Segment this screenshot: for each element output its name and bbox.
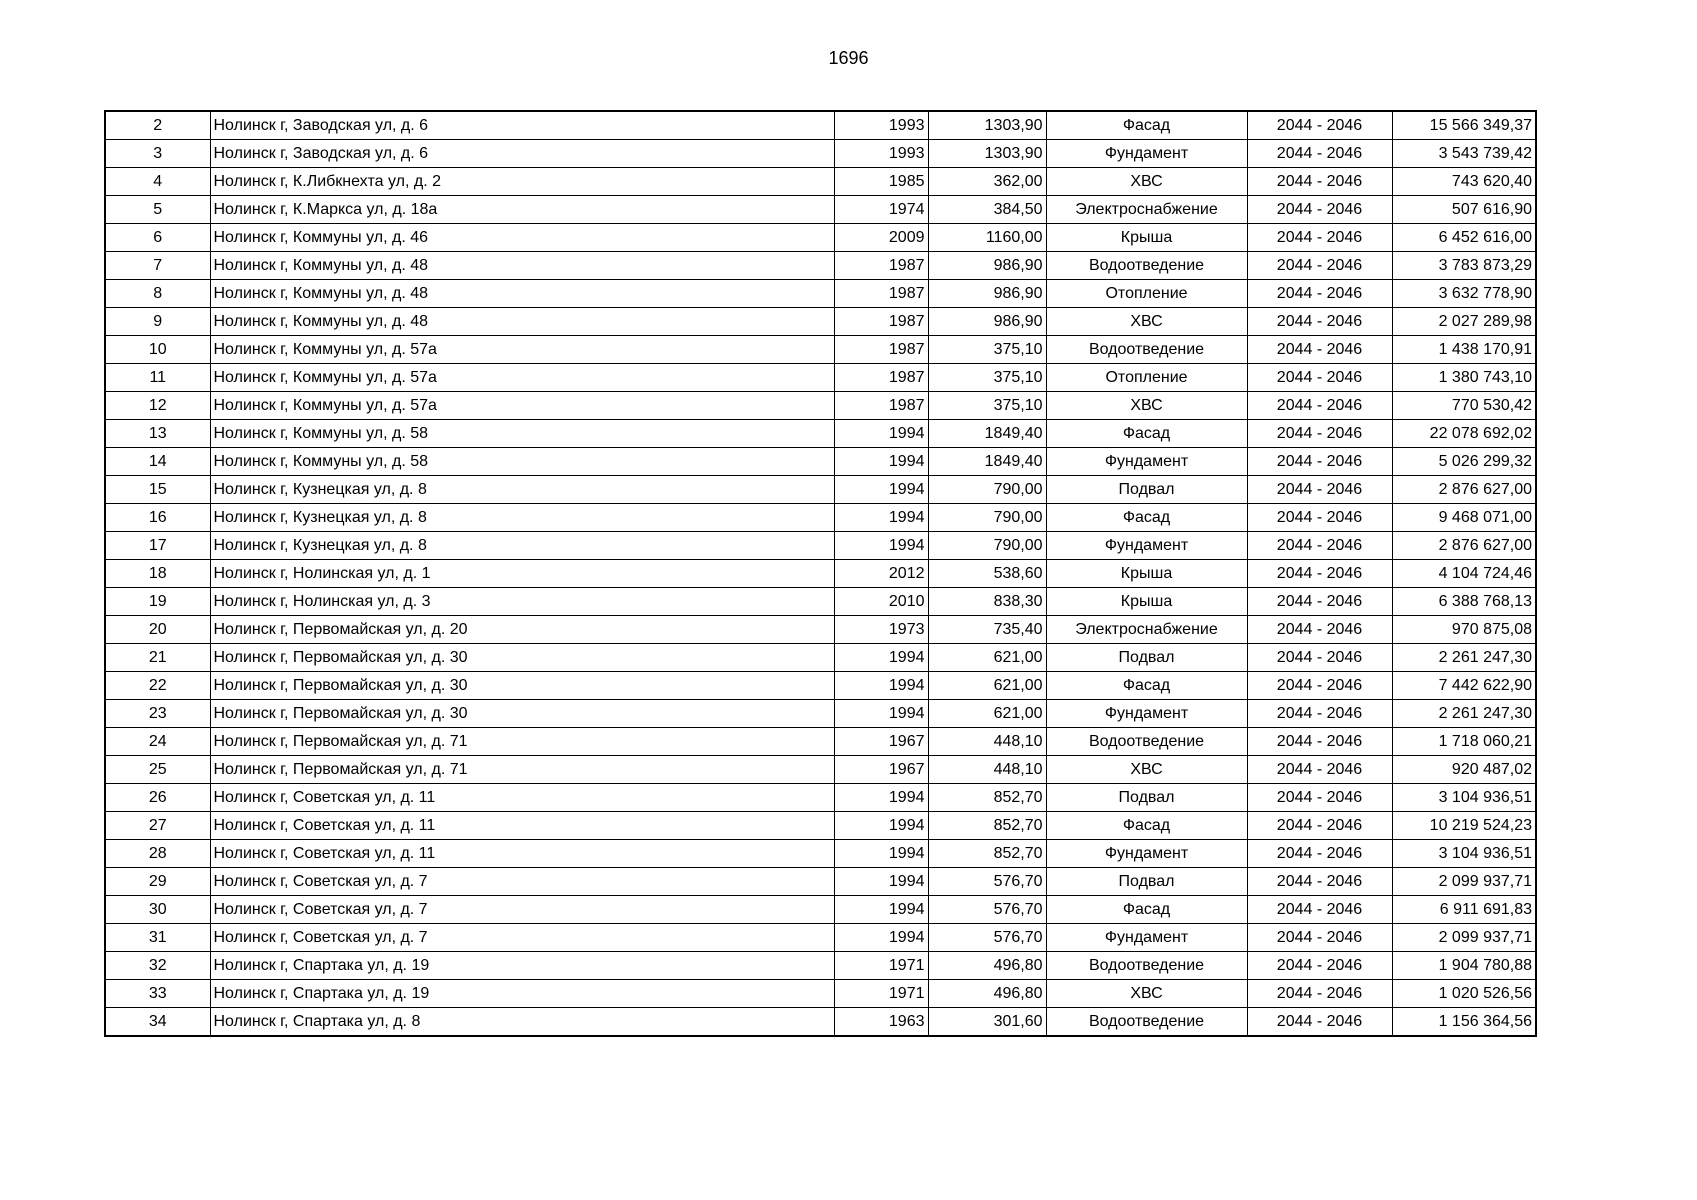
cost-cell: 4 104 724,46 (1392, 560, 1536, 588)
work-type-cell: Подвал (1046, 644, 1247, 672)
address-cell: Нолинск г, Советская ул, д. 11 (210, 840, 834, 868)
work-type-cell: Крыша (1046, 224, 1247, 252)
row-number-cell: 32 (105, 952, 210, 980)
cost-cell: 1 156 364,56 (1392, 1008, 1536, 1037)
address-cell: Нолинск г, Нолинская ул, д. 3 (210, 588, 834, 616)
address-cell: Нолинск г, Коммуны ул, д. 58 (210, 420, 834, 448)
period-cell: 2044 - 2046 (1247, 560, 1392, 588)
table-row (105, 840, 1536, 868)
cost-cell: 7 442 622,90 (1392, 672, 1536, 700)
work-type-cell: Фундамент (1046, 924, 1247, 952)
work-type-cell: ХВС (1046, 392, 1247, 420)
row-number-cell: 22 (105, 672, 210, 700)
area-cell: 375,10 (928, 364, 1046, 392)
period-cell: 2044 - 2046 (1247, 756, 1392, 784)
period-cell: 2044 - 2046 (1247, 532, 1392, 560)
period-cell: 2044 - 2046 (1247, 616, 1392, 644)
work-type-cell: Подвал (1046, 868, 1247, 896)
year-built-cell: 1993 (834, 111, 928, 140)
work-type-cell: Крыша (1046, 560, 1247, 588)
table-row (105, 448, 1536, 476)
period-cell: 2044 - 2046 (1247, 812, 1392, 840)
work-type-cell: Фасад (1046, 812, 1247, 840)
address-cell: Нолинск г, Первомайская ул, д. 30 (210, 700, 834, 728)
period-cell: 2044 - 2046 (1247, 280, 1392, 308)
table-row (105, 1008, 1536, 1037)
address-cell: Нолинск г, К.Либкнехта ул, д. 2 (210, 168, 834, 196)
area-cell: 790,00 (928, 476, 1046, 504)
table-row (105, 700, 1536, 728)
table-row (105, 532, 1536, 560)
year-built-cell: 1974 (834, 196, 928, 224)
year-built-cell: 1994 (834, 896, 928, 924)
area-cell: 375,10 (928, 392, 1046, 420)
row-number-cell: 28 (105, 840, 210, 868)
address-cell: Нолинск г, Спартака ул, д. 8 (210, 1008, 834, 1037)
cost-cell: 15 566 349,37 (1392, 111, 1536, 140)
year-built-cell: 1967 (834, 728, 928, 756)
table-row (105, 308, 1536, 336)
row-number-cell: 30 (105, 896, 210, 924)
work-type-cell: Водоотведение (1046, 728, 1247, 756)
cost-cell: 743 620,40 (1392, 168, 1536, 196)
cost-cell: 2 099 937,71 (1392, 924, 1536, 952)
work-type-cell: Фасад (1046, 111, 1247, 140)
year-built-cell: 1987 (834, 364, 928, 392)
year-built-cell: 1971 (834, 980, 928, 1008)
row-number-cell: 2 (105, 111, 210, 140)
table-row (105, 476, 1536, 504)
area-cell: 1849,40 (928, 420, 1046, 448)
year-built-cell: 1987 (834, 392, 928, 420)
year-built-cell: 1994 (834, 476, 928, 504)
area-cell: 621,00 (928, 672, 1046, 700)
table-row (105, 560, 1536, 588)
area-cell: 538,60 (928, 560, 1046, 588)
year-built-cell: 1994 (834, 420, 928, 448)
cost-cell: 2 876 627,00 (1392, 532, 1536, 560)
area-cell: 621,00 (928, 644, 1046, 672)
period-cell: 2044 - 2046 (1247, 392, 1392, 420)
cost-cell: 3 543 739,42 (1392, 140, 1536, 168)
row-number-cell: 23 (105, 700, 210, 728)
work-type-cell: Фундамент (1046, 448, 1247, 476)
area-cell: 1849,40 (928, 448, 1046, 476)
cost-cell: 2 261 247,30 (1392, 700, 1536, 728)
work-type-cell: Фасад (1046, 672, 1247, 700)
row-number-cell: 20 (105, 616, 210, 644)
area-cell: 1303,90 (928, 111, 1046, 140)
address-cell: Нолинск г, Советская ул, д. 11 (210, 812, 834, 840)
work-type-cell: Фундамент (1046, 532, 1247, 560)
work-type-cell: Фундамент (1046, 700, 1247, 728)
row-number-cell: 10 (105, 336, 210, 364)
period-cell: 2044 - 2046 (1247, 1008, 1392, 1037)
work-type-cell: Водоотведение (1046, 952, 1247, 980)
period-cell: 2044 - 2046 (1247, 868, 1392, 896)
year-built-cell: 1987 (834, 252, 928, 280)
year-built-cell: 1987 (834, 308, 928, 336)
area-cell: 1160,00 (928, 224, 1046, 252)
area-cell: 986,90 (928, 252, 1046, 280)
cost-cell: 9 468 071,00 (1392, 504, 1536, 532)
cost-cell: 2 099 937,71 (1392, 868, 1536, 896)
cost-cell: 6 911 691,83 (1392, 896, 1536, 924)
table-row (105, 980, 1536, 1008)
period-cell: 2044 - 2046 (1247, 896, 1392, 924)
period-cell: 2044 - 2046 (1247, 728, 1392, 756)
cost-cell: 507 616,90 (1392, 196, 1536, 224)
work-type-cell: Подвал (1046, 476, 1247, 504)
cost-cell: 1 380 743,10 (1392, 364, 1536, 392)
address-cell: Нолинск г, Коммуны ул, д. 57а (210, 392, 834, 420)
work-type-cell: Подвал (1046, 784, 1247, 812)
year-built-cell: 1994 (834, 644, 928, 672)
table-row (105, 672, 1536, 700)
period-cell: 2044 - 2046 (1247, 364, 1392, 392)
page-number: 1696 (828, 48, 869, 68)
area-cell: 448,10 (928, 756, 1046, 784)
area-cell: 362,00 (928, 168, 1046, 196)
row-number-cell: 34 (105, 1008, 210, 1037)
row-number-cell: 31 (105, 924, 210, 952)
area-cell: 986,90 (928, 280, 1046, 308)
area-cell: 838,30 (928, 588, 1046, 616)
work-type-cell: Водоотведение (1046, 1008, 1247, 1037)
area-cell: 852,70 (928, 840, 1046, 868)
address-cell: Нолинск г, Нолинская ул, д. 1 (210, 560, 834, 588)
work-type-cell: Отопление (1046, 364, 1247, 392)
address-cell: Нолинск г, Советская ул, д. 11 (210, 784, 834, 812)
work-type-cell: Фундамент (1046, 840, 1247, 868)
table-row (105, 756, 1536, 784)
year-built-cell: 1971 (834, 952, 928, 980)
work-type-cell: Фасад (1046, 896, 1247, 924)
work-type-cell: Фундамент (1046, 140, 1247, 168)
year-built-cell: 1987 (834, 280, 928, 308)
address-cell: Нолинск г, Спартака ул, д. 19 (210, 980, 834, 1008)
table-row (105, 196, 1536, 224)
table-row (105, 588, 1536, 616)
row-number-cell: 8 (105, 280, 210, 308)
period-cell: 2044 - 2046 (1247, 644, 1392, 672)
year-built-cell: 1994 (834, 840, 928, 868)
cost-cell: 3 104 936,51 (1392, 784, 1536, 812)
work-type-cell: ХВС (1046, 980, 1247, 1008)
cost-cell: 1 438 170,91 (1392, 336, 1536, 364)
address-cell: Нолинск г, К.Маркса ул, д. 18а (210, 196, 834, 224)
address-cell: Нолинск г, Первомайская ул, д. 30 (210, 672, 834, 700)
work-type-cell: Водоотведение (1046, 252, 1247, 280)
year-built-cell: 1963 (834, 1008, 928, 1037)
row-number-cell: 29 (105, 868, 210, 896)
table-row (105, 224, 1536, 252)
area-cell: 496,80 (928, 952, 1046, 980)
address-cell: Нолинск г, Кузнецкая ул, д. 8 (210, 476, 834, 504)
table-row (105, 364, 1536, 392)
row-number-cell: 3 (105, 140, 210, 168)
table-row (105, 336, 1536, 364)
address-cell: Нолинск г, Первомайская ул, д. 71 (210, 756, 834, 784)
address-cell: Нолинск г, Коммуны ул, д. 48 (210, 308, 834, 336)
table-row (105, 280, 1536, 308)
year-built-cell: 1993 (834, 140, 928, 168)
period-cell: 2044 - 2046 (1247, 952, 1392, 980)
period-cell: 2044 - 2046 (1247, 168, 1392, 196)
table-row (105, 784, 1536, 812)
cost-cell: 3 632 778,90 (1392, 280, 1536, 308)
area-cell: 1303,90 (928, 140, 1046, 168)
address-cell: Нолинск г, Коммуны ул, д. 48 (210, 280, 834, 308)
table-row (105, 252, 1536, 280)
table-row (105, 140, 1536, 168)
row-number-cell: 24 (105, 728, 210, 756)
cost-cell: 5 026 299,32 (1392, 448, 1536, 476)
area-cell: 852,70 (928, 784, 1046, 812)
address-cell: Нолинск г, Спартака ул, д. 19 (210, 952, 834, 980)
work-type-cell: Водоотведение (1046, 336, 1247, 364)
period-cell: 2044 - 2046 (1247, 196, 1392, 224)
period-cell: 2044 - 2046 (1247, 840, 1392, 868)
period-cell: 2044 - 2046 (1247, 504, 1392, 532)
period-cell: 2044 - 2046 (1247, 140, 1392, 168)
address-cell: Нолинск г, Советская ул, д. 7 (210, 896, 834, 924)
period-cell: 2044 - 2046 (1247, 672, 1392, 700)
work-type-cell: Электроснабжение (1046, 196, 1247, 224)
table-row (105, 168, 1536, 196)
area-cell: 790,00 (928, 504, 1046, 532)
table-row (105, 728, 1536, 756)
address-cell: Нолинск г, Коммуны ул, д. 48 (210, 252, 834, 280)
cost-cell: 10 219 524,23 (1392, 812, 1536, 840)
address-cell: Нолинск г, Заводская ул, д. 6 (210, 111, 834, 140)
address-cell: Нолинск г, Кузнецкая ул, д. 8 (210, 532, 834, 560)
work-type-cell: Электроснабжение (1046, 616, 1247, 644)
address-cell: Нолинск г, Заводская ул, д. 6 (210, 140, 834, 168)
area-cell: 496,80 (928, 980, 1046, 1008)
row-number-cell: 26 (105, 784, 210, 812)
work-type-cell: Фасад (1046, 504, 1247, 532)
period-cell: 2044 - 2046 (1247, 252, 1392, 280)
row-number-cell: 17 (105, 532, 210, 560)
row-number-cell: 6 (105, 224, 210, 252)
area-cell: 852,70 (928, 812, 1046, 840)
area-cell: 384,50 (928, 196, 1046, 224)
cost-cell: 770 530,42 (1392, 392, 1536, 420)
work-type-cell: ХВС (1046, 756, 1247, 784)
area-cell: 986,90 (928, 308, 1046, 336)
row-number-cell: 27 (105, 812, 210, 840)
row-number-cell: 5 (105, 196, 210, 224)
work-type-cell: Крыша (1046, 588, 1247, 616)
row-number-cell: 25 (105, 756, 210, 784)
row-number-cell: 15 (105, 476, 210, 504)
cost-cell: 970 875,08 (1392, 616, 1536, 644)
year-built-cell: 2010 (834, 588, 928, 616)
year-built-cell: 1994 (834, 924, 928, 952)
work-type-cell: Отопление (1046, 280, 1247, 308)
period-cell: 2044 - 2046 (1247, 476, 1392, 504)
repair-schedule-table (104, 110, 1537, 1037)
row-number-cell: 11 (105, 364, 210, 392)
year-built-cell: 1994 (834, 448, 928, 476)
cost-cell: 6 388 768,13 (1392, 588, 1536, 616)
cost-cell: 3 104 936,51 (1392, 840, 1536, 868)
year-built-cell: 1994 (834, 868, 928, 896)
area-cell: 375,10 (928, 336, 1046, 364)
year-built-cell: 1994 (834, 812, 928, 840)
year-built-cell: 1967 (834, 756, 928, 784)
period-cell: 2044 - 2046 (1247, 980, 1392, 1008)
row-number-cell: 21 (105, 644, 210, 672)
table-row (105, 420, 1536, 448)
address-cell: Нолинск г, Коммуны ул, д. 46 (210, 224, 834, 252)
table-row (105, 616, 1536, 644)
row-number-cell: 9 (105, 308, 210, 336)
cost-cell: 1 904 780,88 (1392, 952, 1536, 980)
area-cell: 621,00 (928, 700, 1046, 728)
work-type-cell: ХВС (1046, 168, 1247, 196)
period-cell: 2044 - 2046 (1247, 448, 1392, 476)
address-cell: Нолинск г, Первомайская ул, д. 20 (210, 616, 834, 644)
year-built-cell: 2009 (834, 224, 928, 252)
cost-cell: 22 078 692,02 (1392, 420, 1536, 448)
cost-cell: 2 261 247,30 (1392, 644, 1536, 672)
year-built-cell: 2012 (834, 560, 928, 588)
year-built-cell: 1987 (834, 336, 928, 364)
period-cell: 2044 - 2046 (1247, 420, 1392, 448)
area-cell: 576,70 (928, 868, 1046, 896)
cost-cell: 2 027 289,98 (1392, 308, 1536, 336)
row-number-cell: 18 (105, 560, 210, 588)
address-cell: Нолинск г, Коммуны ул, д. 57а (210, 364, 834, 392)
year-built-cell: 1994 (834, 784, 928, 812)
area-cell: 576,70 (928, 924, 1046, 952)
period-cell: 2044 - 2046 (1247, 700, 1392, 728)
area-cell: 301,60 (928, 1008, 1046, 1037)
row-number-cell: 7 (105, 252, 210, 280)
year-built-cell: 1994 (834, 700, 928, 728)
period-cell: 2044 - 2046 (1247, 588, 1392, 616)
area-cell: 448,10 (928, 728, 1046, 756)
row-number-cell: 13 (105, 420, 210, 448)
year-built-cell: 1994 (834, 504, 928, 532)
row-number-cell: 19 (105, 588, 210, 616)
table-row (105, 924, 1536, 952)
area-cell: 790,00 (928, 532, 1046, 560)
year-built-cell: 1973 (834, 616, 928, 644)
area-cell: 576,70 (928, 896, 1046, 924)
cost-cell: 1 020 526,56 (1392, 980, 1536, 1008)
address-cell: Нолинск г, Коммуны ул, д. 58 (210, 448, 834, 476)
address-cell: Нолинск г, Коммуны ул, д. 57а (210, 336, 834, 364)
work-type-cell: Фасад (1046, 420, 1247, 448)
area-cell: 735,40 (928, 616, 1046, 644)
address-cell: Нолинск г, Советская ул, д. 7 (210, 868, 834, 896)
address-cell: Нолинск г, Первомайская ул, д. 71 (210, 728, 834, 756)
row-number-cell: 4 (105, 168, 210, 196)
cost-cell: 920 487,02 (1392, 756, 1536, 784)
address-cell: Нолинск г, Советская ул, д. 7 (210, 924, 834, 952)
address-cell: Нолинск г, Первомайская ул, д. 30 (210, 644, 834, 672)
row-number-cell: 12 (105, 392, 210, 420)
table-row (105, 896, 1536, 924)
table-row (105, 644, 1536, 672)
table-row (105, 504, 1536, 532)
period-cell: 2044 - 2046 (1247, 308, 1392, 336)
cost-cell: 3 783 873,29 (1392, 252, 1536, 280)
table-row (105, 392, 1536, 420)
year-built-cell: 1994 (834, 532, 928, 560)
table-row (105, 111, 1536, 140)
period-cell: 2044 - 2046 (1247, 224, 1392, 252)
period-cell: 2044 - 2046 (1247, 111, 1392, 140)
table-row (105, 868, 1536, 896)
row-number-cell: 16 (105, 504, 210, 532)
row-number-cell: 14 (105, 448, 210, 476)
table-body (105, 111, 1536, 1036)
row-number-cell: 33 (105, 980, 210, 1008)
period-cell: 2044 - 2046 (1247, 924, 1392, 952)
table-row (105, 812, 1536, 840)
address-cell: Нолинск г, Кузнецкая ул, д. 8 (210, 504, 834, 532)
year-built-cell: 1985 (834, 168, 928, 196)
period-cell: 2044 - 2046 (1247, 336, 1392, 364)
cost-cell: 1 718 060,21 (1392, 728, 1536, 756)
cost-cell: 6 452 616,00 (1392, 224, 1536, 252)
table-row (105, 952, 1536, 980)
work-type-cell: ХВС (1046, 308, 1247, 336)
year-built-cell: 1994 (834, 672, 928, 700)
period-cell: 2044 - 2046 (1247, 784, 1392, 812)
cost-cell: 2 876 627,00 (1392, 476, 1536, 504)
